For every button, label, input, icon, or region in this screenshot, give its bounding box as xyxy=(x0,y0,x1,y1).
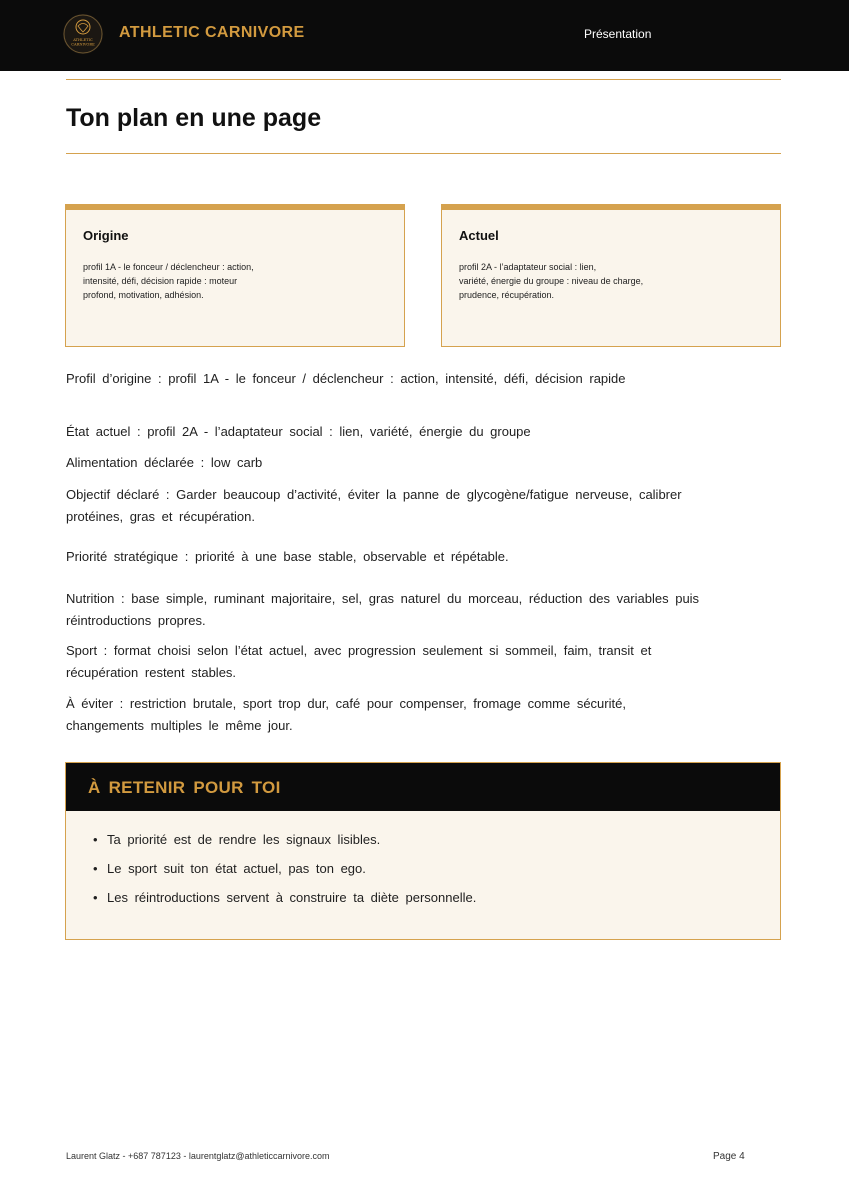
paragraph-a-eviter: À éviter : restriction brutale, sport trop dur, café pour compenser, fromage comme sécurité, changements multiples le même jour. xyxy=(66,696,626,733)
paragraph-nutrition: Nutrition : base simple, ruminant majoritaire, sel, gras naturel du morceau, réduction des variables puis réintroductions propres. xyxy=(66,591,700,628)
card-line: intensité, défi, décision rapide : moteur xyxy=(83,276,238,286)
bullet-icon: • xyxy=(93,890,98,905)
paragraph-profil-origine: Profil d’origine : profil 1A - le fonceur / déclencheur : action, intensité, défi, décision rapide xyxy=(66,371,626,386)
card-line: profil 1A - le fonceur / déclencheur : action, xyxy=(83,262,254,272)
retain-title: À RETENIR POUR TOI xyxy=(88,778,281,797)
card-text xyxy=(83,260,303,302)
bullet-icon: • xyxy=(93,861,98,876)
retain-box xyxy=(65,762,781,940)
bullet-icon: • xyxy=(93,832,98,847)
brand-logo xyxy=(63,14,103,54)
footer-contact: Laurent Glatz - +687 787123 - laurentglatz@athleticcarnivore.com xyxy=(66,1151,330,1161)
brand-name: ATHLETIC CARNIVORE xyxy=(119,24,305,41)
page-title: Ton plan en une page xyxy=(66,104,322,132)
list-item xyxy=(93,854,476,883)
paragraph-alimentation: Alimentation déclarée : low carb xyxy=(66,455,263,470)
logo-text-line2: CARNIVORE xyxy=(71,42,95,47)
card-title: Origine xyxy=(83,228,129,243)
card-line: prudence, récupération. xyxy=(459,290,555,300)
retain-header xyxy=(66,763,780,811)
title-rule-bottom xyxy=(66,153,781,154)
card-line: profond, motivation, adhésion. xyxy=(83,290,204,300)
bull-emblem-icon xyxy=(63,14,103,54)
paragraph-sport: Sport : format choisi selon l’état actuel, avec progression seulement si sommeil, faim, transit et récupération restent stables. xyxy=(66,643,652,680)
list-item xyxy=(93,825,476,854)
title-rule-top xyxy=(66,79,781,80)
paragraph-priorite: Priorité stratégique : priorité à une base stable, observable et répétable. xyxy=(66,549,509,564)
list-item-text: Le sport suit ton état actuel, pas ton ego. xyxy=(107,861,366,876)
section-label: Présentation xyxy=(584,27,652,41)
list-item-text: Ta priorité est de rendre les signaux lisibles. xyxy=(107,832,381,847)
card-line: variété, énergie du groupe : niveau de charge, xyxy=(459,276,644,286)
paragraph-etat-actuel: État actuel : profil 2A - l’adaptateur social : lien, variété, énergie du groupe xyxy=(66,424,531,439)
card-actuel xyxy=(441,204,781,347)
list-item-text: Les réintroductions servent à construire ta diète personnelle. xyxy=(107,890,477,905)
card-origine xyxy=(65,204,405,347)
card-title: Actuel xyxy=(459,228,499,243)
card-line: profil 2A - l’adaptateur social : lien, xyxy=(459,262,597,272)
page-header xyxy=(0,0,849,71)
card-text xyxy=(459,260,679,302)
list-item xyxy=(93,883,476,912)
footer-page-number: Page 4 xyxy=(713,1151,745,1162)
paragraph-objectif: Objectif déclaré : Garder beaucoup d’activité, éviter la panne de glycogène/fatigue nerveuse, calibrer protéines, gras et récupération. xyxy=(66,487,682,524)
retain-list xyxy=(93,825,476,912)
logo-text-line1: ATHLETIC xyxy=(73,38,93,42)
